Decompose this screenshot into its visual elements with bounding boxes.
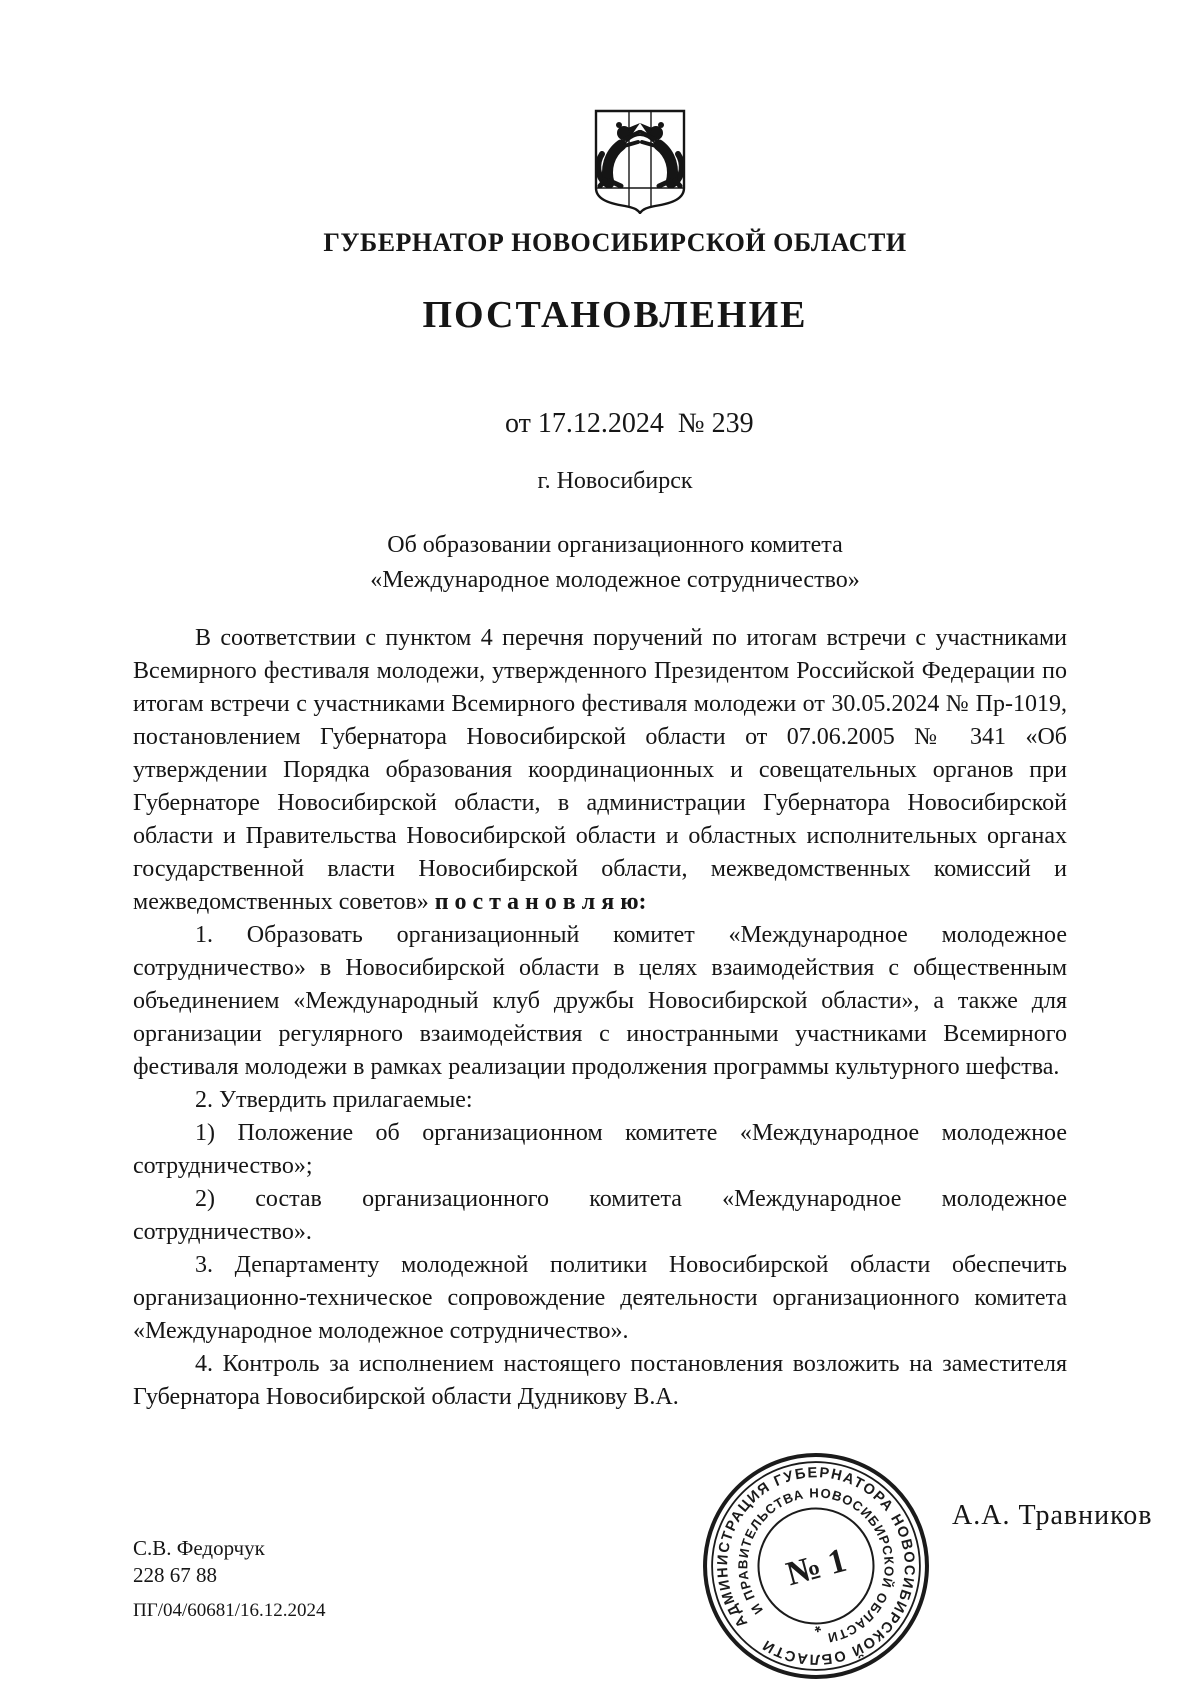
- body-paragraph-item-1: 1. Образовать организационный комитет «Международное молодежное сотрудничество» в Новосибирской области в целях взаимодействия с общественным объединением «Международный клуб дружбы Новосибирской области», а также для организации регулярного взаимодействия с иностранными участниками Всемирного фестиваля молодежи в рамках реализации продолжения программы культурного шефства.: [133, 922, 1067, 1080]
- document-body: [133, 622, 1067, 1414]
- org-header: ГУБЕРНАТОР НОВОСИБИРСКОЙ ОБЛАСТИ: [323, 228, 907, 257]
- round-seal-stamp: [700, 1450, 932, 1682]
- executor-phone: 228 67 88: [133, 1563, 217, 1587]
- stamp-outer-ring-text: АДМИНИСТРАЦИЯ ГУБЕРНАТОРА НОВОСИБИРСКОЙ ОБЛАСТИ: [715, 1465, 917, 1667]
- subject-line-1: Об образовании организационного комитета: [387, 532, 843, 558]
- city-line: г. Новосибирск: [537, 468, 693, 494]
- body-paragraph-subitem-1: 1) Положение об организационном комитете «Международное молодежное сотрудничество»;: [133, 1120, 1067, 1179]
- body-paragraph-item-4: 4. Контроль за исполнением настоящего постановления возложить на заместителя Губернатора Новосибирской области Дудникову В.А.: [133, 1351, 1067, 1410]
- body-paragraph-item-2: 2. Утвердить прилагаемые:: [195, 1087, 473, 1113]
- executor-name: С.В. Федорчук: [133, 1536, 265, 1560]
- subject-line-2: «Международное молодежное сотрудничество»: [370, 567, 860, 593]
- document-subject: [15, 528, 1200, 598]
- resolve-word: п о с т а н о в л я ю:: [434, 889, 647, 915]
- body-paragraph-item-3: 3. Департаменту молодежной политики Новосибирской области обеспечить организационно-техническое сопровождение деятельности организационного комитета «Международное молодежное сотрудничество».: [133, 1252, 1067, 1344]
- intro-text: В соответствии с пунктом 4 перечня поручений по итогам встречи с участниками Всемирного фестиваля молодежи, утвержденного Президентом Российской Федерации по итогам встречи с участниками Всемирного фестиваля молодежи от 30.05.2024 № Пр-1019, постановлением Губернатора Новосибирской области от 07.06.2005 № 341 «Об утверждении Порядка образования координационных и совещательных органов при Губернаторе Новосибирской области, в администрации Губернатора Новосибирской области и Правительства Новосибирской области и областных исполнительных органах государственной власти Новосибирской области, межведомственных комиссий и межведомственных советов»: [133, 625, 1067, 915]
- stamp-separator-star: *: [811, 1622, 828, 1641]
- body-paragraph-intro: [133, 622, 1067, 919]
- novosibirsk-coat-of-arms-icon: [592, 108, 688, 214]
- date-and-number: от 17.12.2024 № 239: [505, 408, 754, 439]
- body-paragraph-subitem-2: 2) состав организационного комитета «Международное молодежное сотрудничество».: [133, 1186, 1067, 1245]
- signatory-name: А.А. Травников: [952, 1500, 1153, 1531]
- document-registration-code: ПГ/04/60681/16.12.2024: [133, 1600, 326, 1621]
- stamp-inner-ring-text: И ПРАВИТЕЛЬСТВА НОВОСИБИРСКОЙ ОБЛАСТИ: [735, 1485, 897, 1646]
- stamp-center-number: № 1: [782, 1540, 851, 1594]
- document-type-title: ПОСТАНОВЛЕНИЕ: [422, 294, 808, 336]
